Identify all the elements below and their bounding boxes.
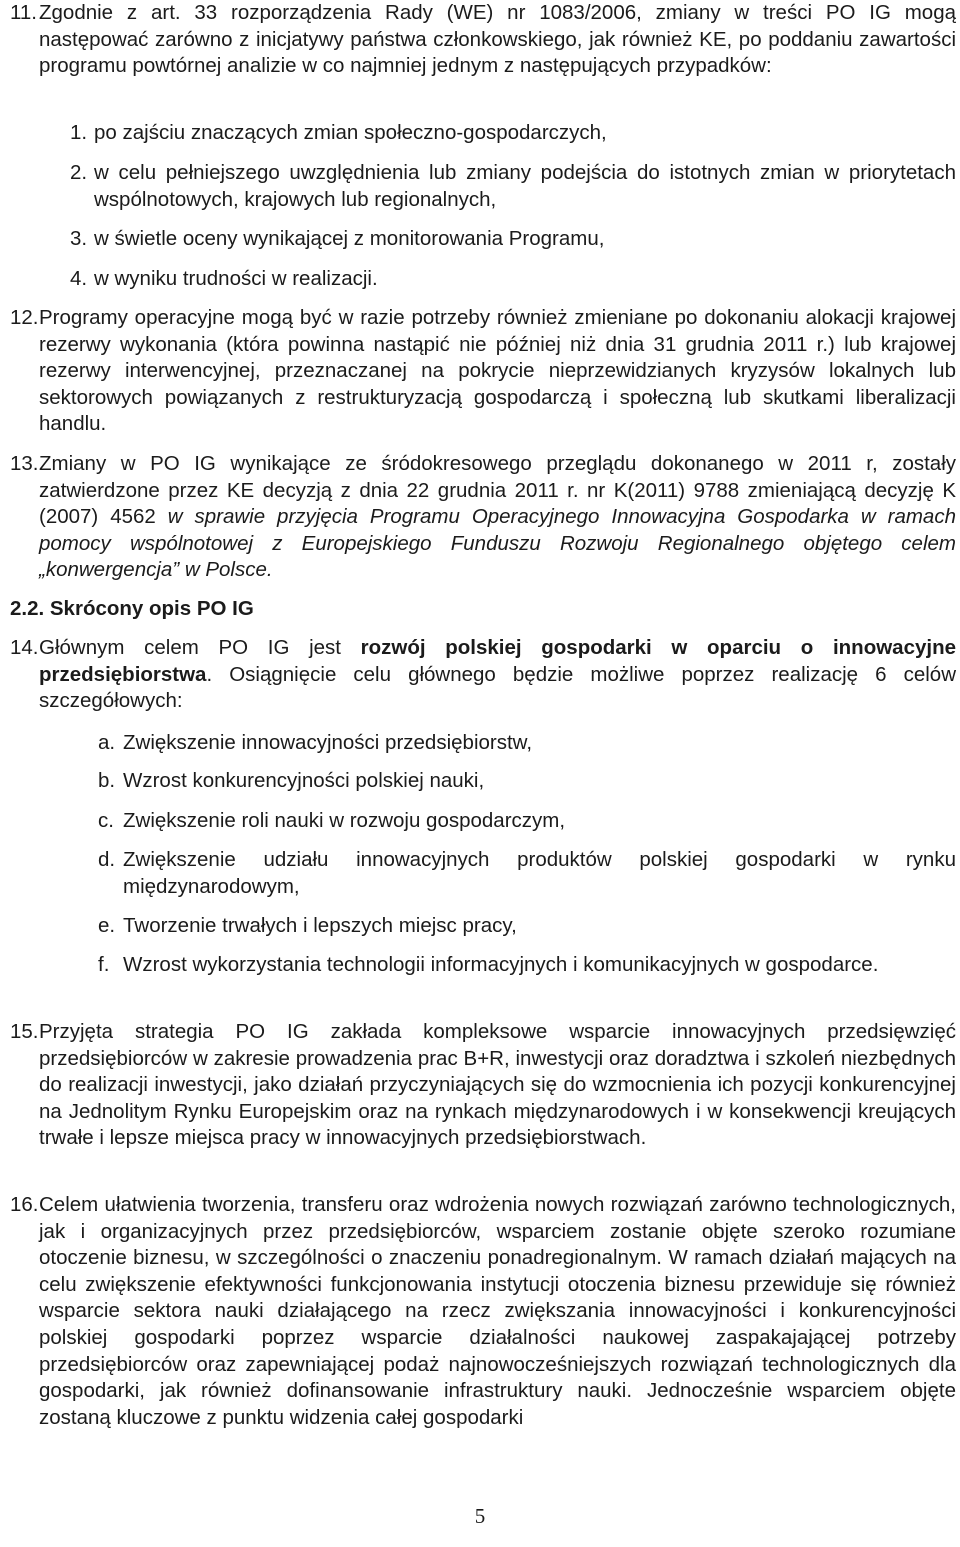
list-item [10, 913, 956, 940]
paragraph-13 [10, 451, 956, 584]
list-item [10, 847, 956, 900]
list-item-text: w celu pełniejszego uwzględnienia lub zmiany podejścia do istotnych zmian w priorytetach wspólnotowych, krajowych lub regionalnych, [94, 161, 956, 211]
paragraph-11 [10, 0, 956, 80]
paragraph-text-italic: w sprawie przyjęcia Programu Operacyjnego Innowacyjna Gospodarka w ramach pomocy wspólnotowej z Europejskiego Funduszu Rozwoju Regionalnego objętego celem „konwergencja” w Polsce. [39, 505, 956, 582]
list-item [10, 120, 956, 147]
paragraph-text-regular: Zmiany w PO IG wynikające ze śródokresowego przeglądu dokonanego w 2011 r, zostały zatwierdzone przez KE decyzją z dnia 22 grudnia 2011 r. nr K(2011) 9788 zmieniającą decyzję K (2007) 4562 [39, 452, 956, 529]
list-item [10, 226, 956, 253]
paragraph-number: 16. [10, 1193, 39, 1216]
paragraph-text [39, 451, 956, 584]
paragraph-number: 15. [10, 1020, 39, 1043]
list-item-text: Zwiększenie innowacyjności przedsiębiorstw, [123, 731, 533, 754]
list-item [10, 808, 956, 835]
list-item [10, 160, 956, 213]
list-item-text: w świetle oceny wynikającej z monitorowania Programu, [94, 227, 605, 250]
paragraph-16 [10, 1192, 956, 1431]
list-item-number: 3. [70, 227, 88, 250]
paragraph-number: 13. [10, 452, 39, 475]
page-number: 5 [474, 1504, 486, 1528]
list-item-letter: e. [98, 914, 116, 937]
paragraph-text: Programy operacyjne mogą być w razie potrzeby również zmieniane po dokonaniu alokacji krajowej rezerwy wykonania (która powinna nastąpić nie później niż dnia 31 grudnia 2011 r.) lub krajowej rezerwy interwencyjnej, przeznaczanej na pokrycie nieprzewidzianych kryzysów lokalnych lub sektorowych powiązanych z restrukturyzacją gospodarczą i społeczną lub skutkami liberalizacji handlu. [39, 306, 956, 436]
list-item-text: w wyniku trudności w realizacji. [94, 267, 378, 290]
paragraph-number: 12. [10, 306, 39, 329]
list-item-letter: c. [98, 809, 114, 832]
section-heading: 2.2. Skrócony opis PO IG [10, 597, 254, 620]
paragraph-text-regular: Głównym celem PO IG jest [39, 636, 361, 659]
paragraph-12 [10, 305, 956, 438]
paragraph-15 [10, 1019, 956, 1152]
list-item [10, 768, 956, 795]
list-item-number: 4. [70, 267, 88, 290]
list-item-text: po zajściu znaczących zmian społeczno-gospodarczych, [94, 121, 607, 144]
list-item [10, 730, 956, 757]
paragraph-number: 11. [10, 1, 37, 24]
list-item-text: Zwiększenie roli nauki w rozwoju gospodarczym, [123, 809, 566, 832]
list-item-number: 1. [70, 121, 88, 144]
list-item-text: Wzrost wykorzystania technologii informacyjnych i komunikacyjnych w gospodarce. [123, 953, 879, 976]
paragraph-text: Przyjęta strategia PO IG zakłada kompleksowe wsparcie innowacyjnych przedsięwzięć przedsiębiorców w zakresie prowadzenia prac B+R, inwestycji oraz doradztwa i szkoleń niezbędnych do realizacji inwestycji, jako działań przyczyniających się do wzmocnienia ich pozycji konkurencyjnej na Jednolitym Rynku Europejskim oraz na rynkach międzynarodowych i w konsekwencji kreujących trwałe i lepsze miejsca pracy w innowacyjnych przedsiębiorstwach. [39, 1020, 956, 1150]
list-item-letter: b. [98, 769, 116, 792]
list-item-number: 2. [70, 161, 88, 184]
list-item-text: Tworzenie trwałych i lepszych miejsc pracy, [123, 914, 517, 937]
paragraph-text-regular: . Osiągnięcie celu głównego będzie możliwe poprzez realizację 6 celów szczegółowych: [39, 662, 956, 713]
list-item-letter: a. [98, 731, 116, 754]
paragraph-text [39, 635, 956, 715]
list-item [10, 952, 956, 979]
list-item [10, 266, 956, 293]
paragraph-text: Zgodnie z art. 33 rozporządzenia Rady (WE) nr 1083/2006, zmiany w treści PO IG mogą następować zarówno z inicjatywy państwa członkowskiego, jak również KE, po poddaniu zawartości programu powtórnej analizie w co najmniej jednym z następujących przypadków: [39, 1, 956, 78]
list-item-text: Zwiększenie udziału innowacyjnych produktów polskiej gospodarki w rynku międzynarodowym, [123, 848, 956, 898]
list-item-letter: d. [98, 848, 116, 871]
paragraph-text-bold: rozwój polskiej gospodarki w oparciu o innowacyjne przedsiębiorstwa [39, 636, 956, 686]
paragraph-14 [10, 635, 956, 715]
paragraph-text: Celem ułatwienia tworzenia, transferu oraz wdrożenia nowych rozwiązań zarówno technologicznych, jak i organizacyjnych przez przedsiębiorców, wsparciem zostanie objęte szeroko rozumiane otoczenie biznesu, w szczególności o znaczeniu ponadregionalnym. W ramach działań mających na celu zwiększenie efektywności funkcjonowania instytucji otoczenia biznesu przewiduje się również wsparcie sektora nauki działającego na rzecz zwiększania innowacyjności i konkurencyjności polskiej gospodarki poprzez wsparcie działalności naukowej zaspakajającej potrzeby przedsiębiorców oraz zapewniającej podaż najnowocześniejszych rozwiązań technologicznych dla gospodarki, jak również dofinansowanie infrastruktury nauki. Jednocześnie wsparciem objęte zostaną kluczowe z punktu widzenia całej gospodarki [39, 1193, 956, 1429]
list-item-letter: f. [98, 953, 110, 976]
list-item-text: Wzrost konkurencyjności polskiej nauki, [123, 769, 485, 792]
paragraph-number: 14. [10, 636, 39, 659]
